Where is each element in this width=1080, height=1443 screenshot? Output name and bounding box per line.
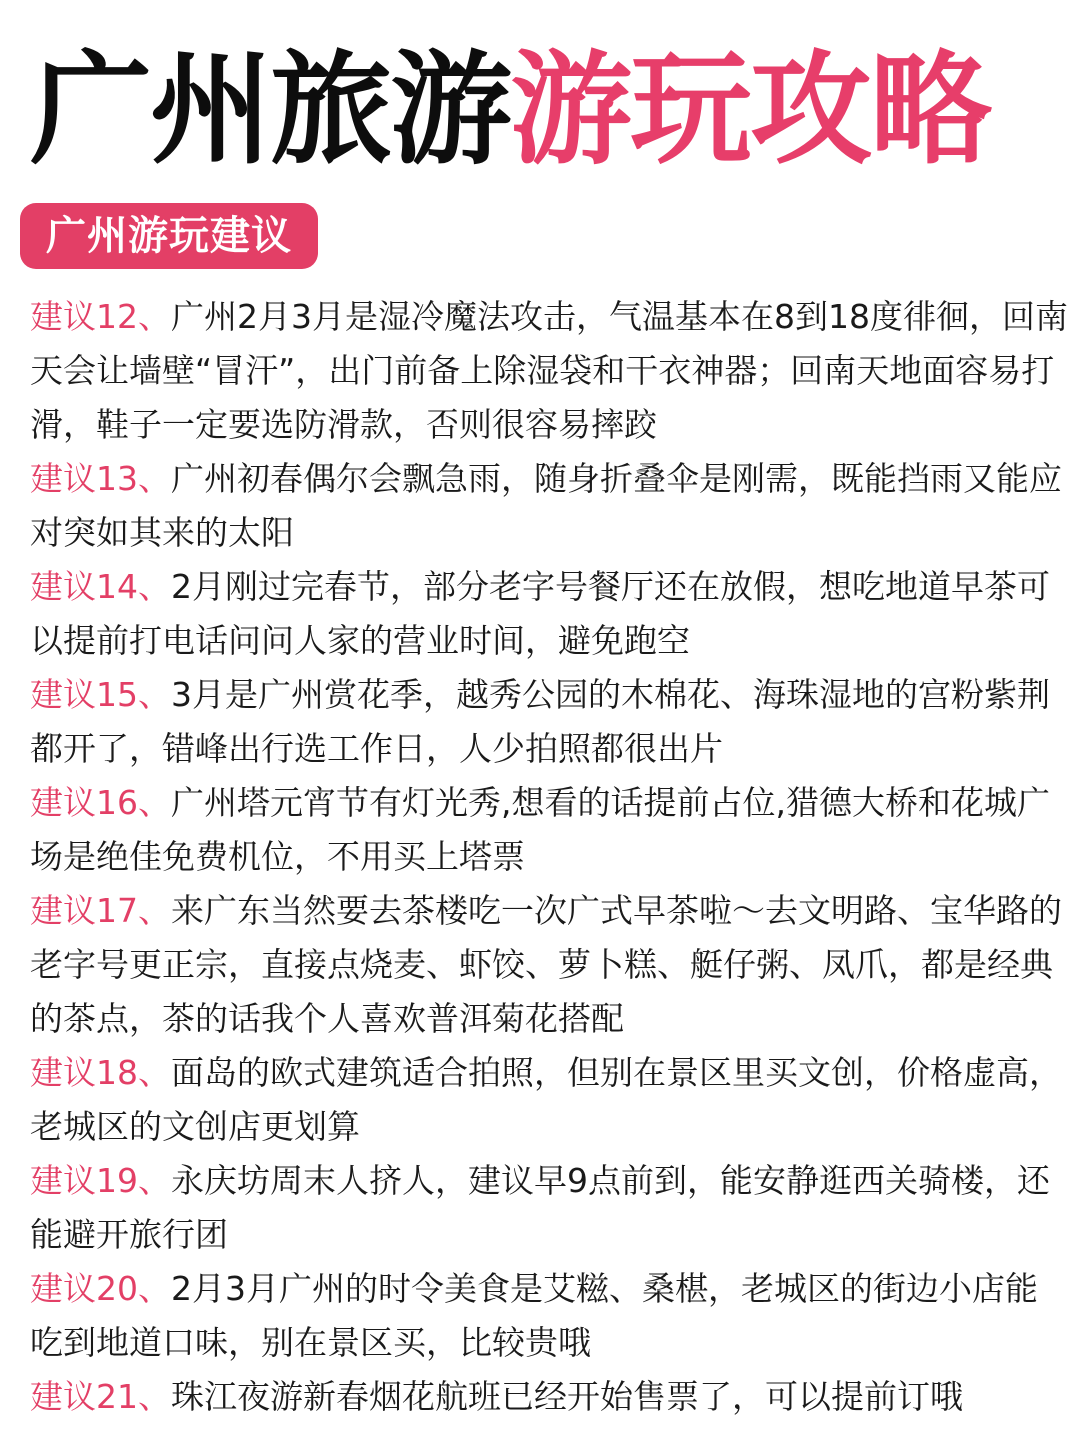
tip-text: 2月3月广州的时令美食是艾糍、桑椹，老城区的街边小店能吃到地道口味，别在景区买，比较贵哦	[30, 1269, 1038, 1362]
tip-label: 建议13、	[30, 459, 171, 498]
tip-item	[30, 1370, 1070, 1424]
tip-label: 建议14、	[30, 567, 171, 606]
title-black-part: 广州旅游	[30, 39, 510, 181]
tip-text: 2月刚过完春节，部分老字号餐厅还在放假，想吃地道早茶可以提前打电话问问人家的营业时间，避免跑空	[30, 567, 1050, 660]
tip-label: 建议18、	[30, 1053, 171, 1092]
page-title	[30, 40, 1060, 180]
tip-label: 建议12、	[30, 297, 171, 336]
tip-text: 来广东当然要去茶楼吃一次广式早茶啦～去文明路、宝华路的老字号更正宗，直接点烧麦、虾饺、萝卜糕、艇仔粥、凤爪，都是经典的茶点，茶的话我个人喜欢普洱菊花搭配	[30, 891, 1062, 1038]
tip-label: 建议21、	[30, 1377, 171, 1416]
tip-item	[30, 776, 1070, 884]
tip-text: 3月是广州赏花季，越秀公园的木棉花、海珠湿地的宫粉紫荆都开了，错峰出行选工作日，人少拍照都很出片	[30, 675, 1050, 768]
tip-label: 建议16、	[30, 783, 171, 822]
tip-item	[30, 560, 1070, 668]
tip-label: 建议17、	[30, 891, 171, 930]
tips-list	[30, 290, 1070, 1424]
tip-item	[30, 668, 1070, 776]
section-badge: 广州游玩建议	[20, 203, 318, 269]
tip-item	[30, 290, 1070, 452]
tip-item	[30, 884, 1070, 1046]
tip-text: 广州2月3月是湿冷魔法攻击，气温基本在8到18度徘徊，回南天会让墙壁“冒汗”，出门前备上除湿袋和干衣神器；回南天地面容易打滑，鞋子一定要选防滑款，否则很容易摔跤	[30, 297, 1068, 444]
tip-text: 面岛的欧式建筑适合拍照，但别在景区里买文创，价格虚高，老城区的文创店更划算	[30, 1053, 1062, 1146]
tip-text: 珠江夜游新春烟花航班已经开始售票了，可以提前订哦	[171, 1377, 963, 1416]
tip-label: 建议19、	[30, 1161, 171, 1200]
tip-text: 永庆坊周末人挤人，建议早9点前到，能安静逛西关骑楼，还能避开旅行团	[30, 1161, 1050, 1254]
title-pink-part: 游玩攻略	[510, 39, 990, 181]
tip-label: 建议15、	[30, 675, 171, 714]
tip-item	[30, 1154, 1070, 1262]
tip-item	[30, 1046, 1070, 1154]
tip-item	[30, 1262, 1070, 1370]
tip-text: 广州初春偶尔会飘急雨，随身折叠伞是刚需，既能挡雨又能应对突如其来的太阳	[30, 459, 1062, 552]
tip-item	[30, 452, 1070, 560]
tip-label: 建议20、	[30, 1269, 171, 1308]
tip-text: 广州塔元宵节有灯光秀,想看的话提前占位,猎德大桥和花城广场是绝佳免费机位，不用买上塔票	[30, 783, 1050, 876]
